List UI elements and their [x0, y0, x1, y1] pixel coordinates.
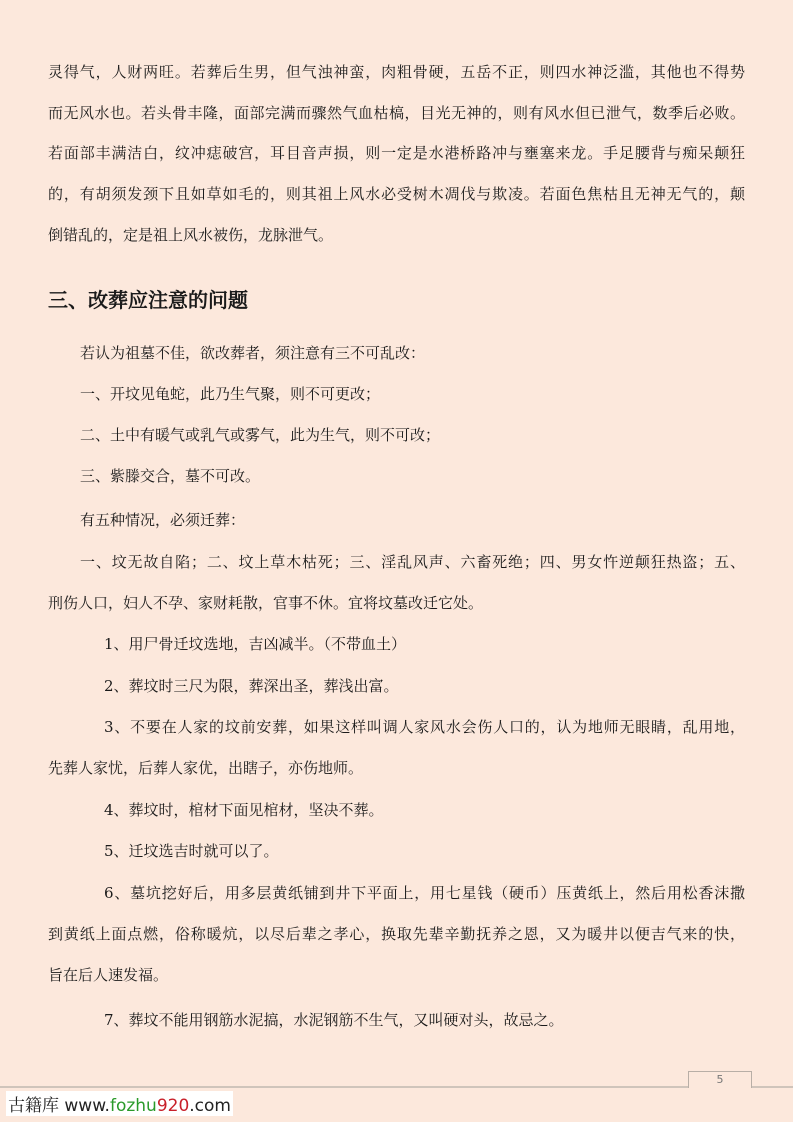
text-line: 5、迁坟选吉时就可以了。	[104, 842, 279, 860]
text-line: 4、葬坟时，棺材下面见棺材，坚决不葬。	[104, 801, 384, 819]
text-line: 倒错乱的，定是祖上风水被伤，龙脉泄气。	[48, 226, 334, 244]
footer-divider	[0, 1086, 793, 1088]
text-line: 而无风水也。若头骨丰隆，面部完满而骤然气血枯槁，目光无神的，则有风水但已泄气，数季后必败。	[48, 104, 745, 122]
text-line: 3、不要在人家的坟前安葬，如果这样叫调人家风水会伤人口的，认为地师无眼睛，乱用地，	[104, 718, 745, 736]
watermark-prefix: 古籍库 www.	[8, 1096, 110, 1116]
text-line: 7、葬坟不能用钢筋水泥搞，水泥钢筋不生气，又叫硬对头，故忌之。	[104, 1011, 564, 1029]
text-line: 若面部丰满洁白，纹冲痣破宫，耳目音声损，则一定是水港桥路冲与壅塞来龙。手足腰背与痴呆颠狂	[48, 144, 745, 162]
text-line: 有五种情况，必须迁葬：	[80, 511, 246, 529]
section-heading: 三、改葬应注意的问题	[48, 288, 248, 312]
watermark-suffix: .com	[189, 1096, 231, 1116]
watermark-logo	[6, 1091, 233, 1116]
watermark-red: 920	[156, 1096, 190, 1116]
text-line: 先葬人家忧，后葬人家优，出瞎子，亦伤地师。	[48, 759, 364, 777]
text-line: 灵得气，人财两旺。若葬后生男，但气浊神蛮，肉粗骨硬，五岳不正，则四水神泛滥，其他也不得势	[48, 63, 745, 81]
text-line: 旨在后人速发福。	[48, 966, 169, 984]
text-line: 一、开坟见龟蛇，此乃生气聚，则不可更改；	[80, 385, 381, 403]
watermark-green: fozhu	[109, 1096, 157, 1116]
text-line: 若认为祖墓不佳，欲改葬者，须注意有三不可乱改：	[80, 344, 426, 362]
text-line: 二、土中有暖气或乳气或雾气，此为生气，则不可改；	[80, 426, 441, 444]
text-line: 的，有胡须发颈下且如草如毛的，则其祖上风水必受树木凋伐与欺凌。若面色焦枯且无神无气的，颠	[48, 185, 745, 203]
text-line: 到黄纸上面点燃，俗称暖炕，以尽后辈之孝心，换取先辈辛勤抚养之恩，又为暖井以便吉气来的快，	[48, 925, 745, 943]
text-line: 2、葬坟时三尺为限，葬深出圣，葬浅出富。	[104, 677, 399, 695]
page-number: 5	[688, 1071, 752, 1088]
text-line: 6、墓坑挖好后，用多层黄纸铺到井下平面上，用七星钱（硬币）压黄纸上，然后用松香沫撒	[104, 884, 745, 902]
text-line: 1、用尸骨迁坟选地，吉凶减半。（不带血土）	[104, 635, 407, 653]
text-line: 一、坟无故自陷；二、坟上草木枯死；三、淫乱风声、六畜死绝；四、男女忤逆颠狂热盗；五、	[80, 553, 745, 571]
text-line: 刑伤人口，妇人不孕、家财耗散，官事不休。宜将坟墓改迁它处。	[48, 594, 484, 612]
text-line: 三、紫滕交合，墓不可改。	[80, 467, 261, 485]
